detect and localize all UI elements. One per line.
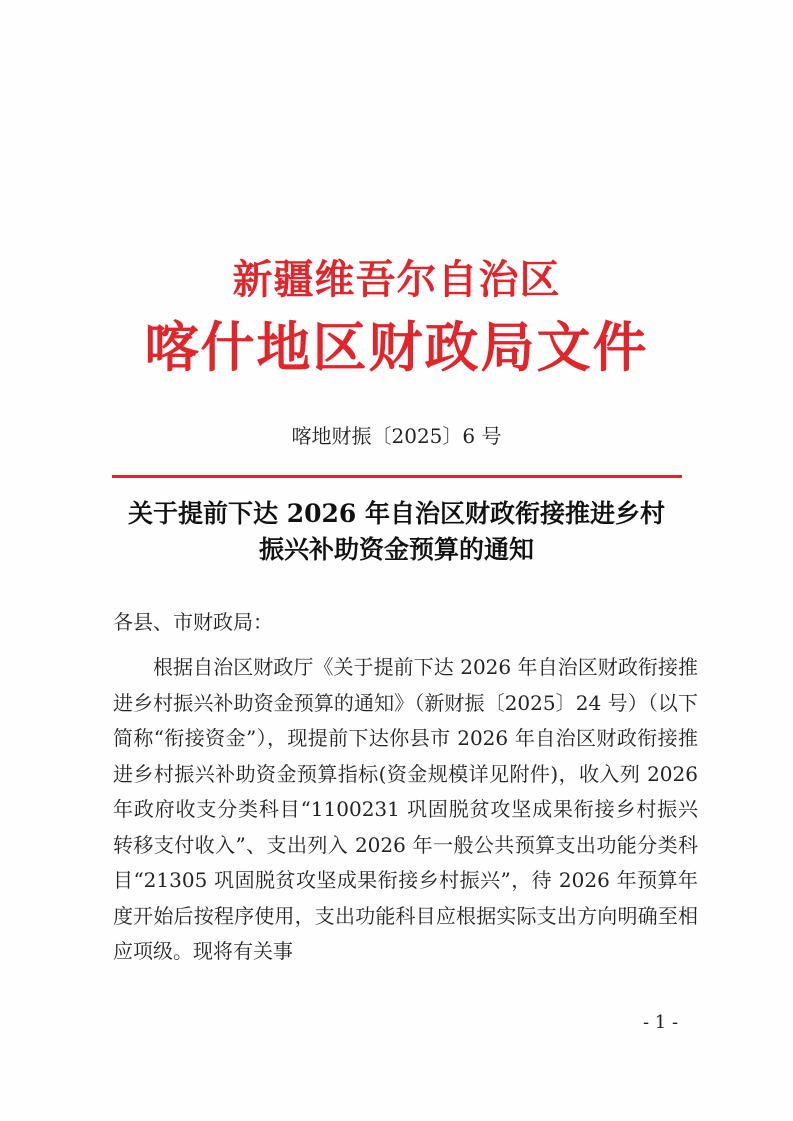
- document-number: 喀地财振〔2025〕6 号: [291, 424, 502, 448]
- page-number: - 1 -: [643, 1012, 679, 1033]
- salutation: 各县、市财政局：: [113, 610, 273, 634]
- document-title: [100, 496, 693, 568]
- issuer-region-heading: 新疆维吾尔自治区: [232, 256, 561, 303]
- red-separator-line: [112, 475, 682, 478]
- title-line-2: 振兴补助资金预算的通知: [258, 535, 534, 564]
- body-paragraph: 根据自治区财政厅《关于提前下达 2026 年自治区财政衔接推进乡村振兴补助资金预算的通知》（新财振〔2025〕24 号）（以下简称“衔接资金”），现提前下达你县市 2026 年自治区财政衔接推进乡村振兴补助资金预算指标(资金规模详见附件)，收入列 2026 年政府收支分类科目“1100231 巩固脱贫攻坚成果衔接乡村振兴转移支付收入”、支出列入 2026 年一般公共预算支出功能分类科目“21305 巩固脱贫攻坚成果衔接乡村振兴”，待 2026 年预算年度开始后按程序使用，支出功能科目应根据实际支出方向明确至相应项级。现将有关事: [113, 655, 698, 963]
- title-line-1: 关于提前下达 2026 年自治区财政衔接推进乡村: [128, 499, 665, 528]
- issuer-bureau-heading: 喀什地区财政局文件: [144, 315, 649, 379]
